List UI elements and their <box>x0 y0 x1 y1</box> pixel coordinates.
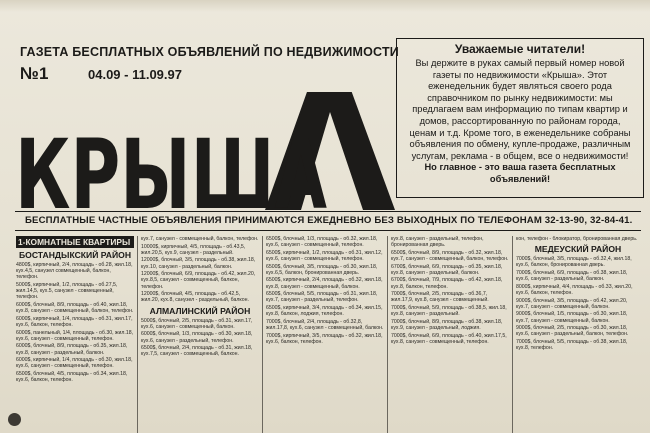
listing-item: 12000$, блочный, 3/5, площадь - об.38, жил.18, кух.10, санузел - раздельный, балкон. <box>141 257 256 270</box>
listing-column-4 <box>391 236 509 433</box>
section-header-one-room: 1-КОМНАТНЫЕ КВАРТИРЫ <box>16 236 134 248</box>
listing-item: 7000$, блочный, 5/9, площадь - об.38,5, жил.18, кух.8, санузел - раздельный. <box>391 304 507 318</box>
listing-item: кон, телефон - блокиратор, бронированная дверь. <box>516 236 638 242</box>
paper-fold <box>0 0 650 12</box>
listing-item: 6500$, блочный, 8/9, площадь - об.32, жил.18, кух.7, санузел - совмещенный, балкон, телефон. <box>391 249 509 262</box>
listing-item: 5000$, блочный, 2/5, площадь - об.31, жил.17, кух.6, санузел - совмещенный, балкон. <box>141 317 253 330</box>
newspaper-subtitle: ГАЗЕТА БЕСПЛАТНЫХ ОБЪЯВЛЕНИЙ ПО НЕДВИЖИМОСТИ <box>20 45 399 59</box>
listing-item: 12000$, блочный, 4/5, площадь - об.42,5, жил.20, кух.8, санузел - раздельный, балкон. <box>141 291 249 304</box>
listing-item: 6500$, кирпичный, 3/4, площадь - об.34, жил.15, кух.8, балкон, лоджия, телефон. <box>266 304 383 318</box>
listing-item: 6000$, кирпичный, 1/4, площадь - об.30, жил.18, кух.6, санузел - совмещенный, телефон. <box>16 357 133 370</box>
listing-item: 6700$, блочный, 6/9, площадь - об.35, жил.18, кух.8, санузел - раздельный, балкон. <box>391 263 503 276</box>
listing-item: 7000$, блочный, 2/5, площадь - об.36,7, жил.17,9, кух.8, санузел - совмещенный. <box>391 291 489 304</box>
banner-text: БЕСПЛАТНЫЕ ЧАСТНЫЕ ОБЪЯВЛЕНИЯ ПРИНИМАЮТСЯ ЕЖЕДНЕВНО БЕЗ ВЫХОДНЫХ ПО ТЕЛЕФОНАМ 32-13-90, 32-84-41. <box>25 215 633 226</box>
listing-item: 6000$, блочный, 8/9, площадь - об.35, жил.18, кух.8, санузел - раздельный, балкон. <box>16 343 128 356</box>
masthead-title: КРЫША <box>15 119 327 212</box>
listing-column-3 <box>266 236 384 433</box>
column-divider <box>262 236 263 433</box>
listing-item: 4800$, кирпичный, 2/4, площадь - об.28, жил.18, кух.4,5, санузел совмещенный, балкон, телефон. <box>16 262 133 281</box>
notice-closing: Но главное - это ваша газета бесплатных объявлений! <box>424 162 616 184</box>
listing-item: 6000$, блочный, 1/3, площадь - об.30, жил.18, кух.6, санузел - раздельный, телефон. <box>141 331 253 344</box>
listing-item: 9000$, блочный, 3/5, площадь - об.42, жил.20, кух.7, санузел - совмещенный, балкон. <box>516 297 628 310</box>
notice-title: Уважаемые читатели! <box>454 42 586 56</box>
listing-item: 7000$, блочный, 8/9, площадь - об.38, жил.18, кух.9, санузел - раздельный, лоджия. <box>391 318 503 331</box>
listing-item: 9000$, блочный, 2/5, площадь - об.30, жил.18, кух.6, санузел - раздельный, балкон, телефон. <box>516 325 629 338</box>
listing-item: 6000$, блочный, 8/9, площадь - об.40, жил.18, кух.8, санузел - совмещенный, балкон, телефон. <box>16 302 134 315</box>
listing-item: 6500$, блочный, 4/5, площадь - об.34, жил.18, кух.6, балкон, телефон. <box>16 370 128 384</box>
listing-item: 8000$, кирпичный, 4/4, площадь - об.33, жил.20, кух.6, балкон, телефон. <box>516 283 633 296</box>
column-divider <box>512 236 513 433</box>
listing-item: 6000$, панельный, 1/4, площадь - об.30, жил.18, кух.6, санузел - совмещенный, телефон. <box>16 329 134 342</box>
listing-item: 7000$, блочный, 3/5, площадь - об.32,4, жил.18, кух.6, балкон, бронированная дверь. <box>516 256 632 269</box>
listing-column-2 <box>141 236 259 433</box>
listing-column-1 <box>16 236 134 433</box>
listing-item: 7000$, блочный, 6/9, площадь - об.40, жил.17,5, кух.8, санузел - совмещенный, телефон. <box>391 332 507 345</box>
listing-item: 5000$, кирпичный, 1/2, площадь - об.27,5, жил.14,5, кух.5, санузел - совмещенный, телефон. <box>16 282 118 301</box>
listing-item: 6000$, кирпичный, 1/4, площадь - об.31, жил.17, кух.6, балкон, телефон. <box>16 315 133 328</box>
column-divider <box>387 236 388 433</box>
listing-item: 9000$, блочный, 1/5, площадь - об.30, жил.18, кух.7, санузел - совмещенный, балкон. <box>516 311 628 324</box>
listing-item: 7000$, блочный, 2/4, площадь - об.32,8, жил.17,8, кух.6, санузел - совмещенный, балкон. <box>266 318 384 331</box>
phone-banner <box>15 211 641 231</box>
listing-item: 6500$, блочный, 1/3, площадь - об.32, жил.18, кух.6, санузел - совмещенный, телефон. <box>266 236 378 249</box>
listing-item: 6500$, блочный, 5/5, площадь - об.31, жил.18, кух.7, санузел - раздельный, телефон. <box>266 291 378 304</box>
punch-hole <box>8 413 21 426</box>
listing-item: 6500$, блочный, 2/4, площадь - об.31, жил.18, кух.7,5, санузел - совмещенный, балкон. <box>141 345 253 358</box>
listing-item: 6500$, блочный, 3/5, площадь - об.30, жил.18, кух.6,5, балкон, бронированная дверь. <box>266 263 378 276</box>
listing-item: кух.8, санузел - раздельный, телефон, бронированная дверь. <box>391 236 484 249</box>
listing-item: 12000$, блочный, 6/9, площадь - об.42, жил.20, кух.8,5, санузел - совмещенный, балкон, телефон. <box>141 271 256 290</box>
issue-dates: 04.09 - 11.09.97 <box>88 67 182 82</box>
listing-item: 6500$, кирпичный, 1/2, площадь - об.31, жил.12, кух.6, санузел - совмещенный, телефон. <box>266 249 383 262</box>
listing-column-5 <box>516 236 640 433</box>
listing-item: 7000$, кирпичный, 3/5, площадь - об.32, жил.18, кух.6, балкон, телефон. <box>266 332 383 345</box>
listing-item: 10000$, кирпичный, 4/5, площадь - об.43,5, жил.20,5, кух.9, санузел - раздельный. <box>141 243 246 256</box>
column-divider <box>137 236 138 433</box>
listing-item: 6500$, кирпичный, 2/4, площадь - об.32, жил.18, кух.8, санузел - совмещенный, балкон. <box>266 277 383 290</box>
district-header-medeu: МЕДЕУСКИЙ РАЙОН <box>534 244 622 255</box>
masthead-logo <box>15 92 395 212</box>
listing-item: кух.7, санузел - совмещенный, балкон, телефон. <box>141 236 259 242</box>
reader-notice <box>396 38 644 198</box>
listing-item: 6700$, блочный, 7/9, площадь - об.42, жил.18, кух.8, балкон, телефон. <box>391 277 503 290</box>
listing-item: 7000$, блочный, 6/9, площадь - об.38, жил.18, кух.6, санузел - раздельный, балкон. <box>516 270 628 283</box>
district-header-bostandyk: БОСТАНДЫКСКИЙ РАЙОН <box>18 250 132 260</box>
district-header-almaly: АЛМАЛИНСКИЙ РАЙОН <box>149 305 251 316</box>
issue-number: №1 <box>20 64 49 83</box>
notice-body: Вы держите в руках самый первый номер новой газеты по недвижимости «Крыша». Этот еженедельник будет являться своего рода справочником по рынку недвижимости: мы предлагаем вам информацию по типам квартир и домов, рассортированную по районам города, ценам и т.д. Кроме того, в еженедельнике собраны объявления по обмену, купле-продаже, различным услугам, реклама - в общем, все о недвижимости! <box>409 58 631 161</box>
listing-item: 7000$, блочный, 5/5, площадь - об.38, жил.18, кух.8, телефон. <box>516 338 628 352</box>
